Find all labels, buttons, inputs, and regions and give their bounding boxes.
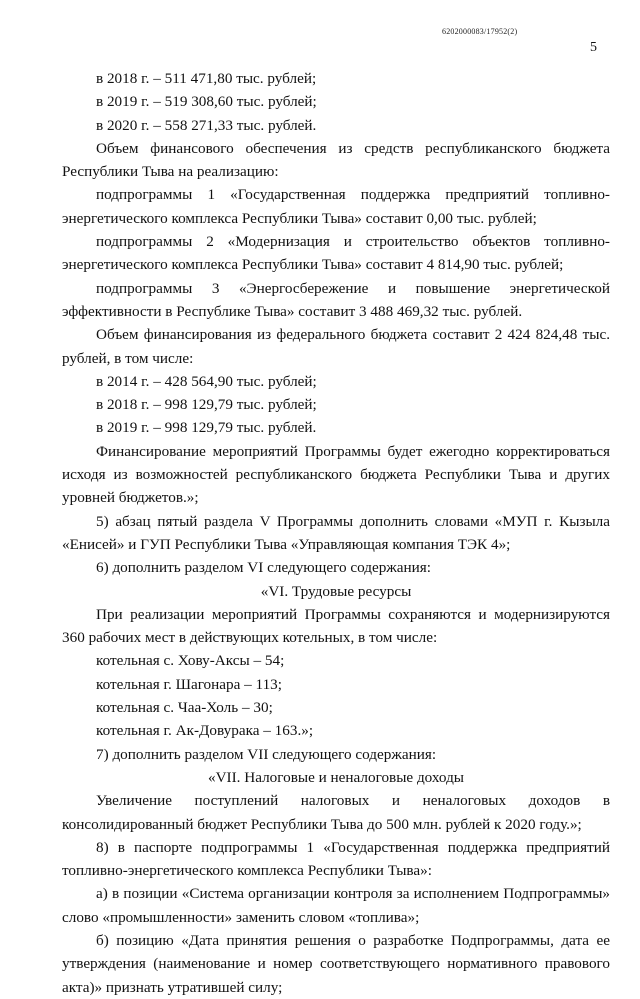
paragraph-workplaces: При реализации мероприятий Программы сохраняются и модернизируются 360 рабочих мест в действующих котельных, в том числе: — [62, 605, 610, 647]
section-heading-vi: «VI. Трудовые ресурсы — [260, 582, 412, 600]
paragraph-item-5: 5) абзац пятый раздела V Программы дополнить словами «МУП г. Кызыла «Енисей» и ГУП Республики Тыва «Управляющая компания ТЭК 4»; — [62, 512, 610, 553]
boiler-chaa-khol: котельная с. Чаа-Холь – 30; — [96, 699, 273, 717]
federal-line-2018: в 2018 г. – 998 129,79 тыс. рублей; — [96, 396, 317, 414]
boiler-shagonar: котельная г. Шагонара – 113; — [96, 675, 282, 693]
budget-line-2018: в 2018 г. – 511 471,80 тыс. рублей; — [96, 70, 317, 87]
page-number: 5 — [590, 40, 597, 55]
paragraph-tax-revenue: Увеличение поступлений налоговых и неналоговых доходов в консолидированный бюджет Республики Тыва до 500 млн. рублей к 2020 году.»; — [62, 792, 610, 833]
paragraph-item-8b: б) позицию «Дата принятия решения о разработке Подпрограммы, дата ее утверждения (наименование и номер соответствующего нормативного правового акта)» признать утратившей силу; — [62, 931, 610, 996]
paragraph-item-6: 6) дополнить разделом VI следующего содержания: — [96, 559, 431, 577]
paragraph-item-8: 8) в паспорте подпрограммы 1 «Государственная поддержка предприятий топливно-энергетического комплекса Республики Тыва»: — [62, 838, 610, 880]
paragraph-subprogram-2: подпрограммы 2 «Модернизация и строительство объектов топливно-энергетического комплекса Республики Тыва» составит 4 814,90 тыс. рублей; — [62, 233, 610, 274]
section-heading-vii: «VII. Налоговые и неналоговые доходы — [207, 768, 464, 786]
boiler-khovu-aksy: котельная с. Хову-Аксы – 54; — [96, 652, 285, 670]
budget-line-2020: в 2020 г. – 558 271,33 тыс. рублей. — [96, 116, 317, 134]
federal-line-2019: в 2019 г. – 998 129,79 тыс. рублей. — [96, 419, 317, 437]
document-body — [62, 67, 610, 999]
paragraph-republican-funding: Объем финансового обеспечения из средств республиканского бюджета Республики Тыва на реализацию: — [62, 139, 610, 181]
paragraph-federal-funding: Объем финансирования из федерального бюджета составит 2 424 824,48 тыс. рублей, в том числе: — [62, 326, 610, 367]
paragraph-financing-adjustment: Финансирование мероприятий Программы будет ежегодно корректироваться исходя из возможностей республиканского бюджета Республики Тыва и других уровней бюджетов.»; — [62, 442, 610, 507]
boiler-ak-dovurak: котельная г. Ак-Довурака – 163.»; — [96, 722, 314, 740]
paragraph-subprogram-1: подпрограммы 1 «Государственная поддержка предприятий топливно-энергетического комплекса Республики Тыва» составит 0,00 тыс. рублей; — [62, 186, 610, 227]
paragraph-subprogram-3: подпрограммы 3 «Энергосбережение и повышение энергетической эффективности в Республике Тыва» составит 3 488 469,32 тыс. рублей. — [62, 279, 610, 320]
document-id: 6202000083/17952(2) — [442, 27, 518, 36]
federal-line-2014: в 2014 г. – 428 564,90 тыс. рублей; — [96, 372, 317, 390]
budget-line-2019: в 2019 г. – 519 308,60 тыс. рублей; — [96, 93, 317, 111]
paragraph-item-8a: а) в позиции «Система организации контроля за исполнением Подпрограммы» слово «промышленности» заменить словом «топлива»; — [62, 885, 610, 926]
paragraph-item-7: 7) дополнить разделом VII следующего содержания: — [96, 745, 437, 763]
